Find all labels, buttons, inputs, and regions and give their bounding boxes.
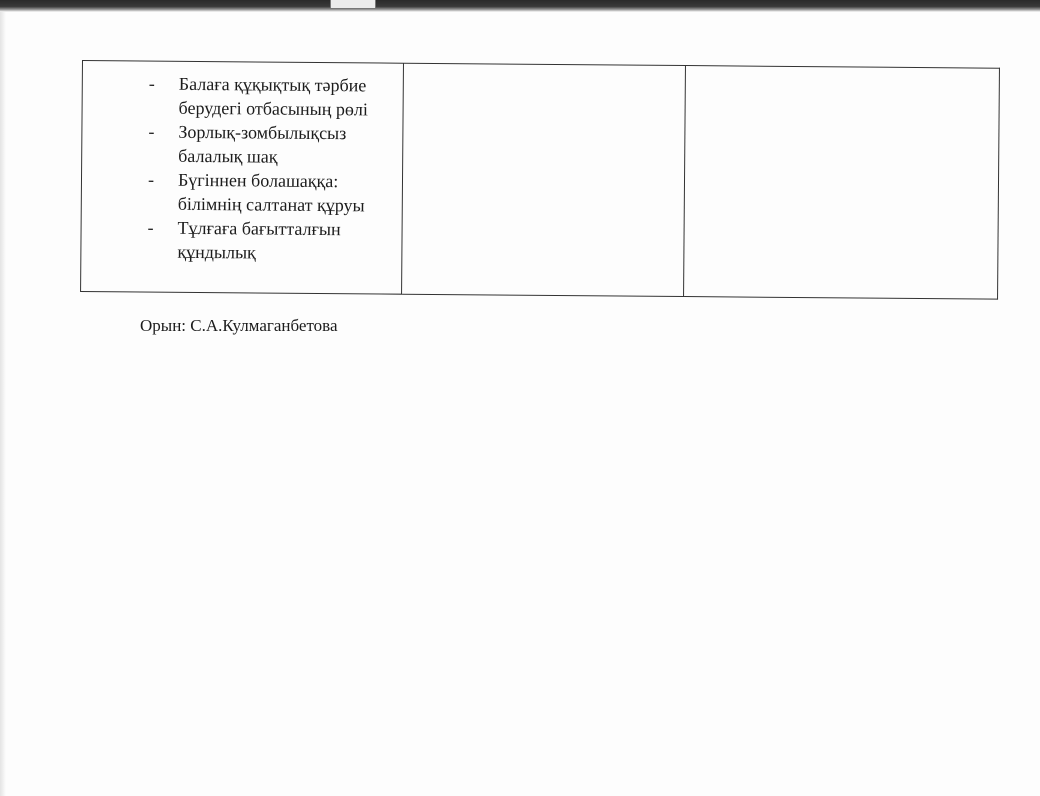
- dash-bullet: -: [147, 169, 155, 190]
- scan-left-shadow: [0, 12, 6, 796]
- topic-text: Балаға құқықтық тәрбие берудегі отбасының рөлі: [178, 73, 368, 120]
- topic-text: Бүгіннен болашаққа: білімнің салтанат құруы: [177, 169, 365, 216]
- topic-item: [81, 215, 397, 266]
- topic-text: Тұлғаға бағытталғын құндылық: [177, 217, 341, 263]
- table-cell-column-3: [684, 65, 1000, 300]
- table-cell-column-2: [402, 63, 686, 297]
- topic-item: [82, 119, 398, 170]
- scan-paper-tab: [330, 0, 376, 9]
- topic-item: [82, 167, 398, 218]
- dash-bullet: -: [148, 73, 155, 94]
- dash-bullet: -: [147, 217, 154, 238]
- topic-text: Зорлық-зомбылықсыз балалық шақ: [178, 121, 347, 167]
- signature-line: Орын: С.А.Кулмаганбетова: [140, 316, 338, 335]
- document-table: [80, 60, 1000, 300]
- topic-item: [83, 71, 399, 122]
- table-cell-topics: [80, 60, 404, 295]
- scan-top-edge: [0, 0, 1040, 12]
- topic-list: [81, 61, 403, 266]
- dash-bullet: -: [148, 121, 155, 142]
